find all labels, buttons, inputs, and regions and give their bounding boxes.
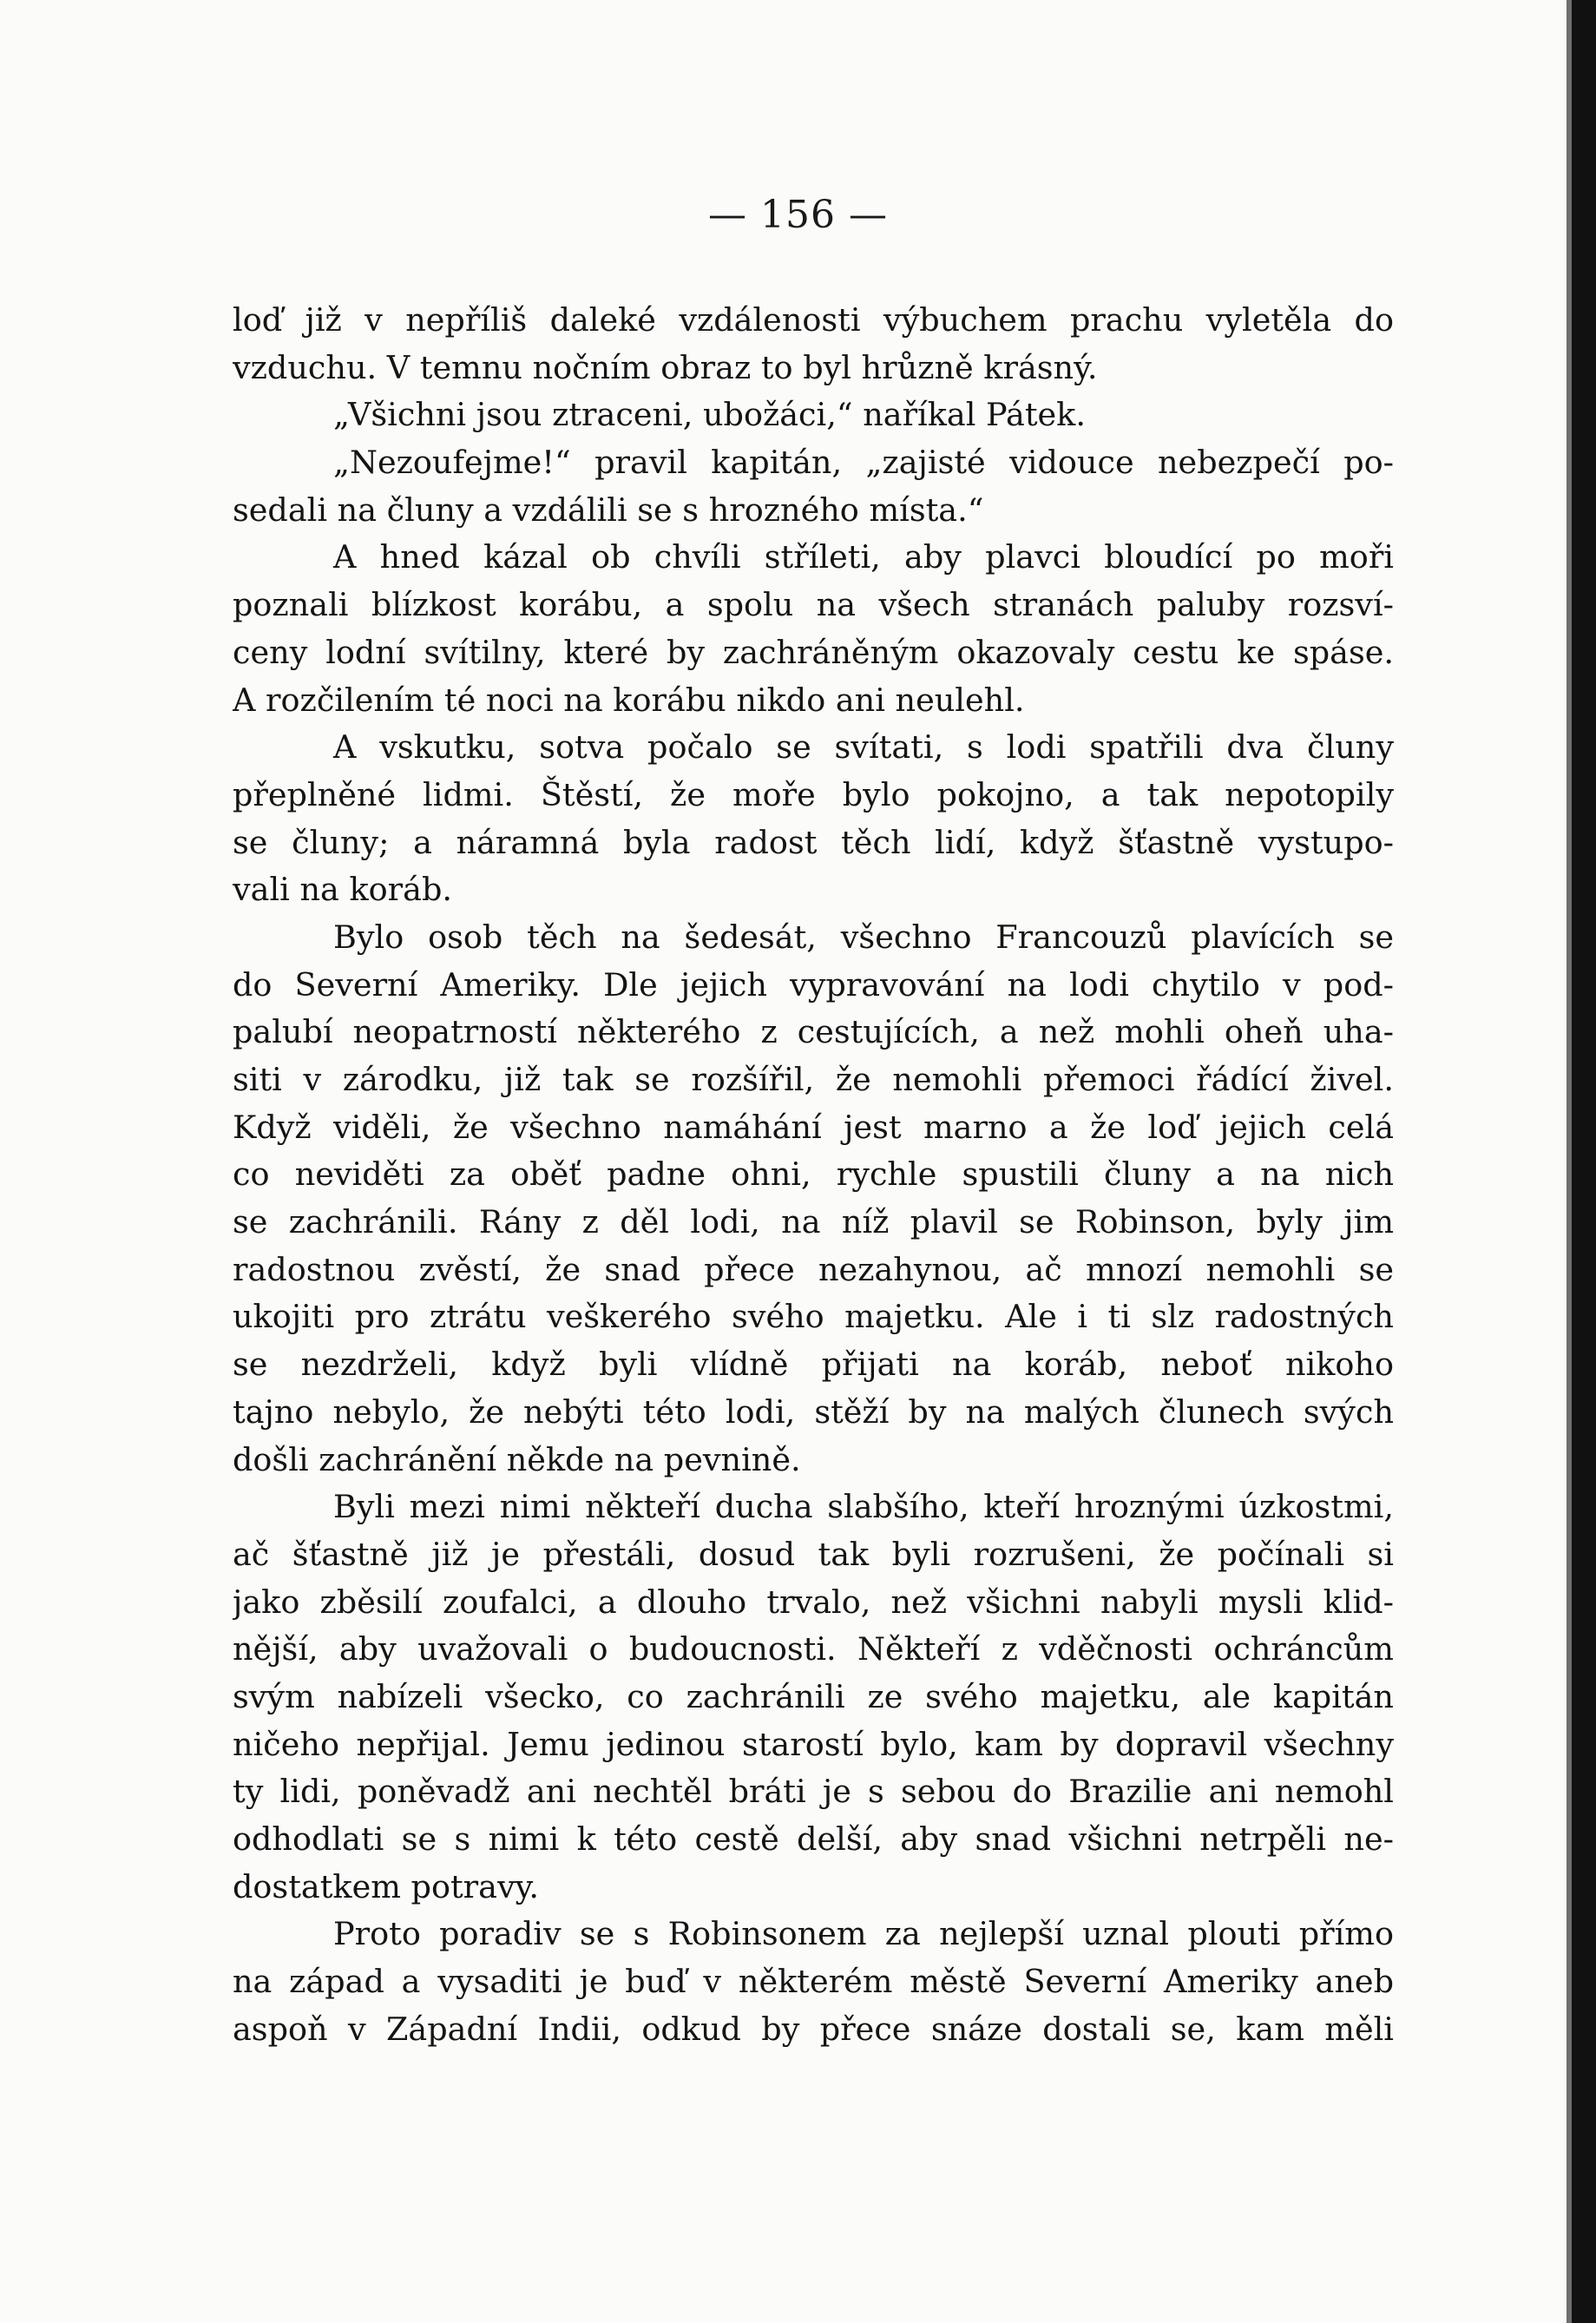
text-line: aspoň v Západní Indii, odkud by přece snáze dostali se, kam měli bbox=[233, 2010, 1394, 2048]
text-line: ač šťastně již je přestáli, dosud tak byli rozrušeni, že počínali si bbox=[233, 1535, 1394, 1573]
text-line: loď již v nepříliš daleké vzdálenosti výbuchem prachu vyletěla do bbox=[233, 301, 1394, 339]
text-line: se zachránili. Rány z děl lodi, na níž plavil se Robinson, byly jim bbox=[233, 1203, 1394, 1241]
text-line: palubí neopatrností některého z cestujících, a než mohli oheň uha- bbox=[233, 1013, 1394, 1051]
text-line: Bylo osob těch na šedesát, všechno Francouzů plavících se bbox=[333, 918, 1394, 956]
text-line: vzduchu. V temnu nočním obraz to byl hrůzně krásný. bbox=[233, 348, 1098, 386]
text-line: na západ a vysaditi je buď v některém městě Severní Ameriky aneb bbox=[233, 1963, 1394, 2001]
body-text bbox=[233, 297, 1394, 2053]
text-line: jako zběsilí zoufalci, a dlouho trvalo, než všichni nabyli mysli klid- bbox=[233, 1583, 1394, 1621]
text-line: A hned kázal ob chvíli stříleti, aby plavci bloudící po moři bbox=[333, 538, 1394, 576]
text-line: dostatkem potravy. bbox=[233, 1867, 540, 1905]
text-line: nější, aby uvažovali o budoucnosti. Někteří z vděčnosti ochráncům bbox=[233, 1630, 1394, 1668]
text-line: A vskutku, sotva počalo se svítati, s lodi spatřili dva čluny bbox=[333, 728, 1394, 767]
text-line: Proto poradiv se s Robinsonem za nejlepší uznal plouti přímo bbox=[333, 1915, 1394, 1953]
text-line: co neviděti za oběť padne ohni, rychle spustili čluny a na nich bbox=[233, 1155, 1394, 1194]
text-line: se nezdrželi, když byli vlídně přijati na koráb, neboť nikoho bbox=[233, 1346, 1394, 1384]
scan-edge bbox=[1572, 0, 1596, 2323]
text-line: „Všichni jsou ztraceni, ubožáci,“ naříkal Pátek. bbox=[333, 396, 1086, 434]
text-line: ty lidi, poněvadž ani nechtěl bráti je s sebou do Brazilie ani nemohl bbox=[233, 1773, 1394, 1811]
text-line: odhodlati se s nimi k této cestě delší, aby snad všichni netrpěli ne- bbox=[233, 1820, 1394, 1858]
text-line: přeplněné lidmi. Štěstí, že moře bylo pokojno, a tak nepotopily bbox=[233, 775, 1394, 813]
page-number: — 156 — bbox=[708, 193, 888, 237]
text-line: Když viděli, že všechno namáhání jest marno a že loď jejich celá bbox=[233, 1108, 1394, 1146]
text-line: siti v zárodku, již tak se rozšířil, že nemohli přemoci řádící živel. bbox=[233, 1061, 1394, 1098]
text-line: došli zachránění někde na pevnině. bbox=[233, 1440, 801, 1478]
text-line: do Severní Ameriky. Dle jejich vypravování na lodi chytilo v pod- bbox=[233, 965, 1394, 1004]
text-line: ukojiti pro ztrátu veškerého svého majetku. Ale i ti slz radostných bbox=[233, 1298, 1394, 1336]
text-line: tajno nebylo, že nebýti této lodi, stěží by na malých člunech svých bbox=[233, 1392, 1394, 1431]
text-line: se čluny; a náramná byla radost těch lidí, když šťastně vystupo- bbox=[233, 823, 1394, 861]
text-line: ničeho nepřijal. Jemu jedinou starostí bylo, kam by dopravil všechny bbox=[233, 1725, 1394, 1763]
text-line: sedali na čluny a vzdálili se s hrozného místa.“ bbox=[233, 490, 984, 529]
text-line: Byli mezi nimi někteří ducha slabšího, kteří hroznými úzkostmi, bbox=[333, 1488, 1394, 1526]
text-line: „Nezoufejme!“ pravil kapitán, „zajisté vidouce nebezpečí po- bbox=[333, 444, 1394, 482]
text-line: poznali blízkost korábu, a spolu na všech stranách paluby rozsví- bbox=[233, 586, 1394, 624]
text-line: vali na koráb. bbox=[233, 871, 453, 909]
text-line: A rozčilením té noci na korábu nikdo ani neulehl. bbox=[233, 681, 1025, 719]
text-line: radostnou zvěstí, že snad přece nezahynou, ač mnozí nemohli se bbox=[233, 1250, 1394, 1288]
text-line: svým nabízeli všecko, co zachránili ze svého majetku, ale kapitán bbox=[233, 1677, 1394, 1715]
text-line: ceny lodní svítilny, které by zachráněným okazovaly cestu ke spáse. bbox=[233, 633, 1394, 671]
